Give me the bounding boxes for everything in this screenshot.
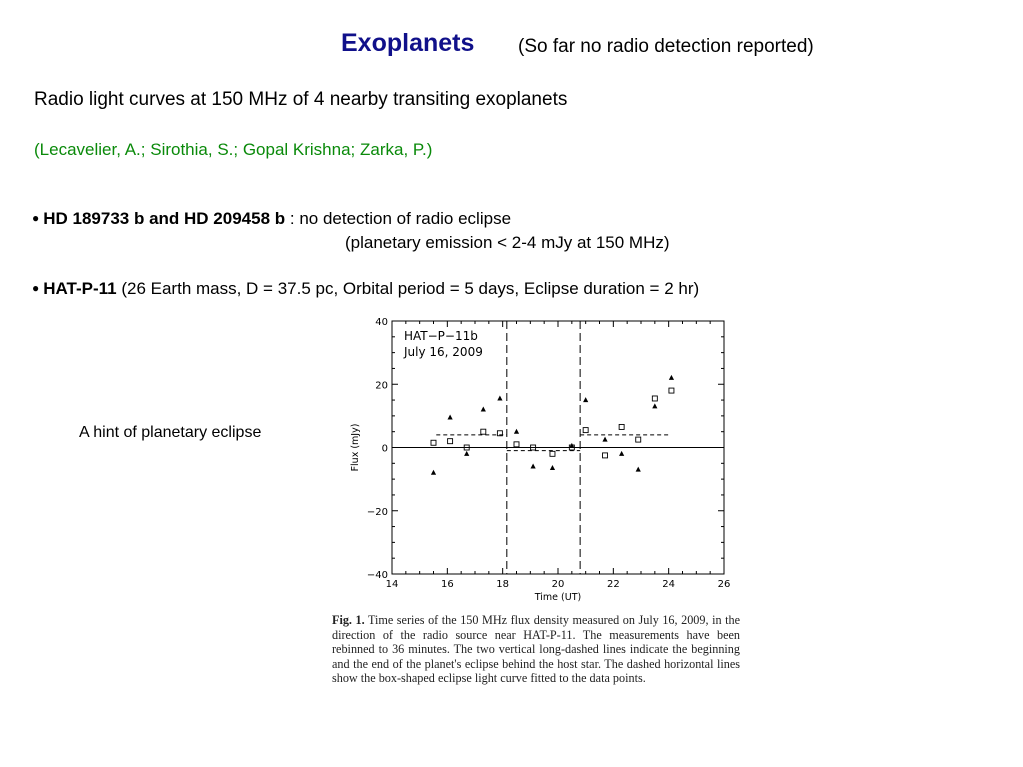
caption-text: Time series of the 150 MHz flux density measured on July 16, 2009, in the direction of the radio source near HAT-P-11. The measurements have been rebinned to 36 minutes. The two vertical long-dashed lines indicate the beginning and the end of the planet's eclipse behind the host star. The dashed horizontal lines show the box-shaped eclipse light curve fitted to the data points. [332, 613, 740, 686]
x-tick-label: 14 [385, 579, 399, 590]
data-point-triangle [636, 467, 641, 472]
y-tick-label: 40 [375, 317, 388, 328]
data-point-triangle [448, 414, 453, 419]
data-point-triangle [619, 451, 624, 456]
data-point-square [514, 442, 519, 447]
data-point-square [603, 453, 608, 458]
data-point-triangle [531, 463, 536, 468]
data-point-triangle [431, 470, 436, 475]
data-point-square [431, 440, 436, 445]
bullet-hat-p-11 [32, 279, 699, 299]
bullet-dot-icon: ● [32, 281, 40, 295]
y-tick-label: 20 [375, 380, 388, 392]
authors-line: (Lecavelier, A.; Sirothia, S.; Gopal Krishna; Zarka, P.) [34, 140, 433, 159]
y-axis-label: Flux (mJy) [350, 423, 361, 472]
x-tick-label: 26 [717, 579, 731, 590]
data-point-triangle [497, 395, 502, 400]
slide-heading: Radio light curves at 150 MHz of 4 nearby transiting exoplanets [34, 89, 568, 110]
data-point-square [583, 428, 588, 433]
data-point-triangle [464, 451, 469, 456]
bullet-hd-planets-bold: HD 189733 b and HD 209458 b [43, 209, 286, 228]
x-axis-label: Time (UT) [534, 592, 582, 603]
figure-caption [332, 613, 740, 686]
data-point-square [619, 424, 624, 429]
data-point-triangle [481, 407, 486, 412]
x-tick-label: 18 [496, 579, 510, 590]
data-point-triangle [583, 397, 588, 402]
bullet-hd-planets-detail: (planetary emission < 2-4 mJy at 150 MHz) [345, 233, 670, 252]
data-point-square [652, 396, 657, 401]
x-tick-label: 22 [606, 579, 620, 590]
eclipse-hint-label: A hint of planetary eclipse [79, 424, 262, 441]
caption-label: Fig. 1. [332, 613, 365, 627]
data-point-triangle [514, 429, 519, 434]
data-point-square [481, 429, 486, 434]
chart-title: HAT−P−11b [404, 329, 478, 343]
slide-title: Exoplanets [341, 29, 475, 57]
data-point-triangle [669, 375, 674, 380]
flux-time-series-chart [340, 310, 740, 605]
y-tick-label: 0 [381, 443, 388, 455]
data-point-square [550, 451, 555, 456]
data-point-square [669, 388, 674, 393]
bullet-dot-icon: ● [32, 211, 40, 225]
data-point-square [636, 437, 641, 442]
data-point-triangle [550, 465, 555, 470]
x-tick-label: 24 [662, 579, 676, 590]
bullet-hd-planets-text: : no detection of radio eclipse [285, 209, 512, 228]
bullet-hat-p-11-text: (26 Earth mass, D = 37.5 pc, Orbital period = 5 days, Eclipse duration = 2 hr) [116, 279, 700, 298]
data-point-triangle [652, 403, 657, 408]
chart-subtitle: July 16, 2009 [404, 345, 483, 359]
bullet-hd-planets [32, 209, 511, 229]
data-point-square [448, 439, 453, 444]
x-tick-label: 20 [551, 579, 565, 590]
x-tick-label: 16 [440, 579, 454, 590]
data-point-triangle [602, 437, 607, 442]
bullet-hat-p-11-bold: HAT-P-11 [43, 279, 117, 298]
y-tick-label: −40 [366, 570, 388, 581]
y-tick-label: −20 [366, 506, 388, 518]
slide-subtitle: (So far no radio detection reported) [518, 36, 814, 57]
